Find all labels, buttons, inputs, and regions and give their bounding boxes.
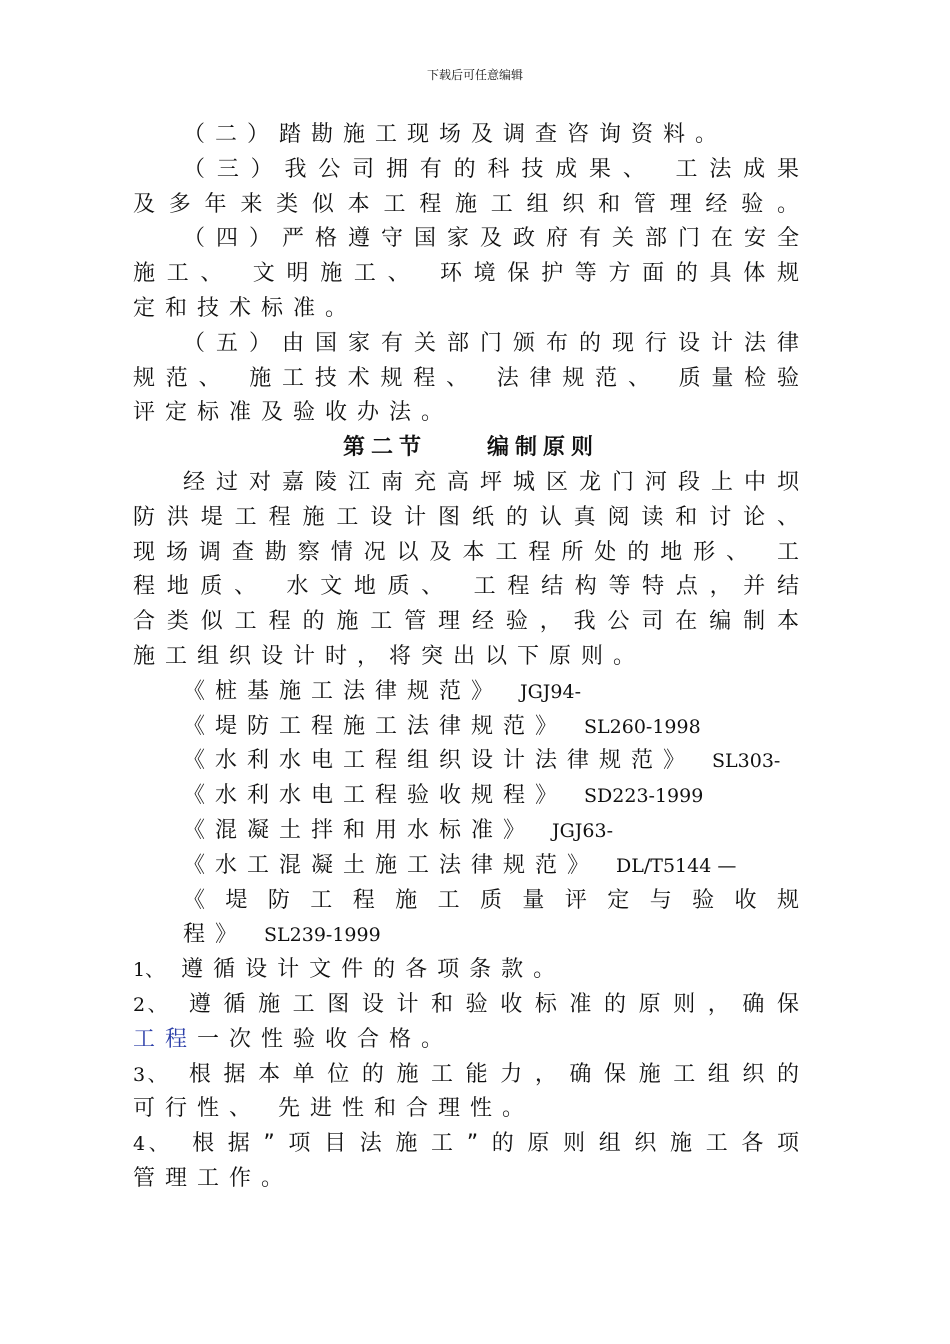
- document-body: [133, 118, 809, 1197]
- principle-item-continued: 可行性、 先进性和合理性。: [133, 1096, 534, 1122]
- paragraph-line: 施工、 文明施工、 环境保护等方面的具体规: [133, 261, 809, 287]
- principle-item: 3、 根据本单位的施工能力，确保施工组织的: [133, 1061, 809, 1087]
- section-label: 第二节: [342, 435, 427, 461]
- paragraph-line: 施工组织设计时，将突出以下原则。: [133, 643, 646, 669]
- paragraph-line: （四）严格遵守国家及政府有关部门在安全: [183, 226, 809, 252]
- principle-item-continued: 管理工作。: [133, 1165, 294, 1191]
- principle-item: 4、 根据”项目法施工”的原则组织施工各项: [133, 1131, 810, 1157]
- paragraph-line: 规范、 施工技术规程、 法律规范、 质量检验: [133, 365, 809, 391]
- standard-item: 《堤防工程施工质量评定与验收规: [183, 887, 809, 913]
- paragraph-line: 经过对嘉陵江南充高坪城区龙门河段上中坝: [183, 469, 809, 495]
- section-heading: [133, 431, 809, 466]
- paragraph-line: 定和技术标准。: [133, 295, 358, 321]
- principle-item-continued: 工程一次性验收合格。: [133, 1026, 454, 1052]
- standard-item-continued: 程》 SL239-1999: [183, 922, 381, 948]
- project-link[interactable]: 工程: [133, 1026, 198, 1052]
- standard-item: 《堤防工程施工法律规范》 SL260-1998: [183, 713, 701, 739]
- standard-item: 《水工混凝土施工法律规范》 DL/T5144 —: [183, 852, 737, 878]
- paragraph-line: 及多年来类似本工程施工组织和管理经验。: [133, 191, 809, 217]
- principle-item: 1、 遵循设计文件的各项条款。: [133, 957, 566, 983]
- paragraph-line: （三）我公司拥有的科技成果、 工法成果: [183, 156, 809, 182]
- paragraph-line: （二）踏勘施工现场及调查咨询资料。: [183, 122, 728, 147]
- paragraph-line: （五）由国家有关部门颁布的现行设计法律: [183, 330, 809, 356]
- paragraph-line: 防洪堤工程施工设计图纸的认真阅读和讨论、: [133, 504, 809, 530]
- paragraph-line: 合类似工程的施工管理经验，我公司在编制本: [133, 609, 809, 635]
- section-title: 编制原则: [487, 435, 600, 461]
- standard-item: 《水利水电工程验收规程》 SD223-1999: [183, 783, 704, 809]
- standard-item: 《桩基施工法律规范》 JGJ94-: [183, 678, 582, 704]
- paragraph-line: 程地质、 水文地质、 工程结构等特点，并结: [133, 574, 809, 600]
- standard-item: 《混凝土拌和用水标准》 JGJ63-: [183, 817, 614, 843]
- principle-item: 2、 遵循施工图设计和验收标准的原则，确保: [133, 991, 809, 1017]
- paragraph-line: 现场调查勘察情况以及本工程所处的地形、 工: [133, 539, 809, 565]
- standard-item: 《水利水电工程组织设计法律规范》 SL303-: [183, 748, 781, 774]
- paragraph-line: 评定标准及验收办法。: [133, 400, 454, 426]
- download-note: 下载后可任意编辑: [426, 68, 523, 82]
